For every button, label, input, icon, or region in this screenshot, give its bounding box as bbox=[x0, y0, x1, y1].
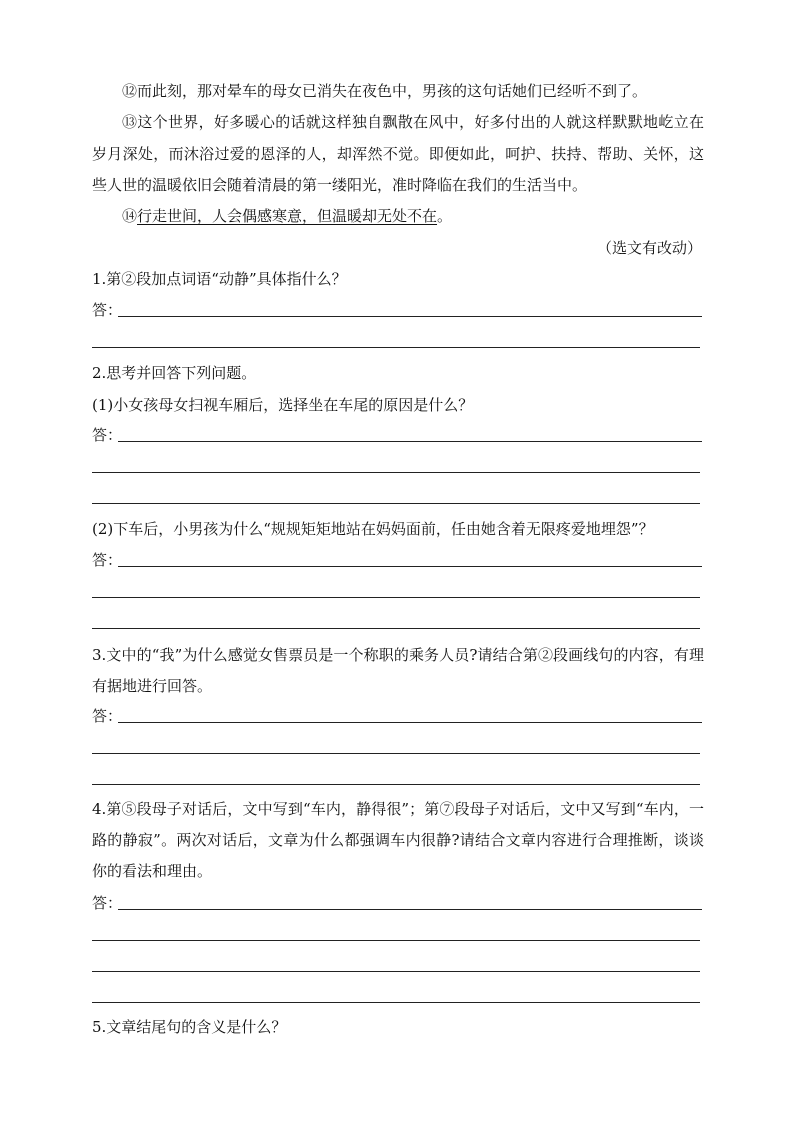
answer-label: 答： bbox=[92, 894, 123, 912]
answer-line[interactable] bbox=[118, 566, 702, 567]
paragraph-14-number: ⑭ bbox=[122, 207, 138, 225]
answer-line[interactable] bbox=[118, 722, 702, 723]
question-1: 1.第②段加点词语“动静”具体指什么？ bbox=[92, 270, 347, 288]
paragraph-14-underlined: 行走世间，人会偶感寒意，但温暖却无处不在 bbox=[137, 207, 438, 225]
answer-line[interactable] bbox=[92, 597, 700, 598]
answer-line[interactable] bbox=[92, 472, 700, 473]
answer-line[interactable] bbox=[92, 503, 700, 504]
answer-line[interactable] bbox=[118, 909, 702, 910]
question-2-2: (2)下车后，小男孩为什么“规规矩矩地站在妈妈面前，任由她含着无限疼爱地埋怨”？ bbox=[92, 520, 654, 538]
question-5: 5.文章结尾句的含义是什么？ bbox=[92, 1018, 287, 1036]
question-2-1: (1)小女孩母女扫视车厢后，选择坐在车尾的原因是什么？ bbox=[92, 396, 474, 414]
answer-line[interactable] bbox=[118, 316, 702, 317]
question-2: 2.思考并回答下列问题。 bbox=[92, 364, 257, 382]
paragraph-12: ⑫而此刻，那对晕车的母女已消失在夜色中，男孩的这句话她们已经听不到了。 bbox=[122, 82, 648, 100]
answer-line[interactable] bbox=[92, 753, 700, 754]
question-4: 4.第⑤段母子对话后，文中写到“车内，静得很”；第⑦段母子对话后，文中又写到“车内，一路的静寂”。两次对话后，文章为什么都强调车内很静?请结合文章内容进行合理推断，谈谈你的看法和理由。 bbox=[92, 800, 704, 880]
question-3: 3.文中的“我”为什么感觉女售票员是一个称职的乘务人员?请结合第②段画线句的内容，有理有据地进行回答。 bbox=[92, 646, 704, 695]
answer-line[interactable] bbox=[92, 971, 700, 972]
answer-label: 答： bbox=[92, 551, 123, 569]
answer-line[interactable] bbox=[118, 441, 702, 442]
answer-line[interactable] bbox=[92, 940, 700, 941]
answer-label: 答： bbox=[92, 301, 123, 319]
answer-line[interactable] bbox=[92, 784, 700, 785]
answer-line[interactable] bbox=[92, 1002, 700, 1003]
paragraph-14-end: 。 bbox=[437, 207, 453, 225]
answer-line[interactable] bbox=[92, 347, 700, 348]
answer-label: 答： bbox=[92, 426, 123, 444]
answer-label: 答： bbox=[92, 707, 123, 725]
answer-line[interactable] bbox=[92, 628, 700, 629]
source-note: （选文有改动） bbox=[596, 239, 702, 257]
paragraph-14 bbox=[92, 201, 704, 233]
paragraph-13: ⑬这个世界，好多暖心的话就这样独自飘散在风中，好多付出的人就这样默默地屹立在岁月深处，而沐浴过爱的恩泽的人，却浑然不觉。即便如此，呵护、扶持、帮助、关怀，这些人世的温暖依旧会随着清晨的第一缕阳光，准时降临在我们的生活当中。 bbox=[92, 113, 704, 194]
